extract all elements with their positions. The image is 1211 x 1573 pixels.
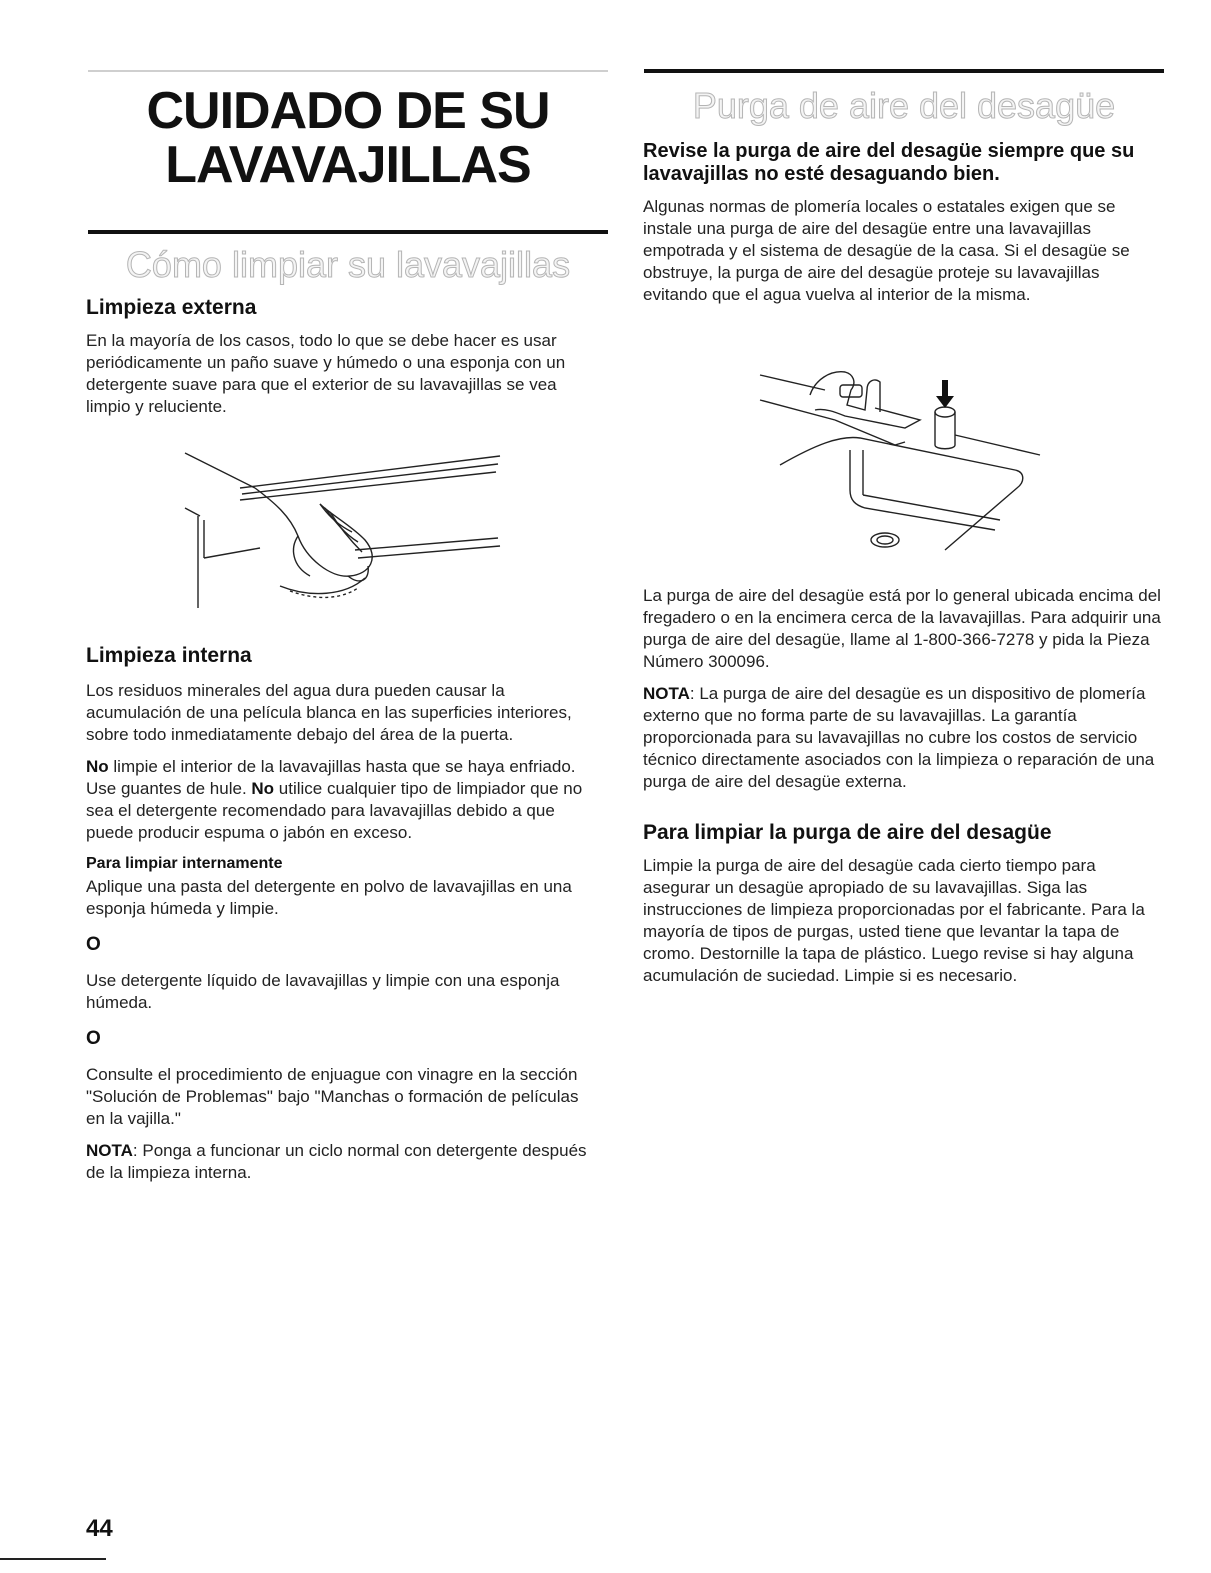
air-gap-details [643,585,1163,987]
section-rule-left [88,230,608,234]
air-gap-section [643,140,1163,306]
exterior-body: En la mayoría de los casos, todo lo que se debe hacer es usar periódicamente un paño suave y húmedo o una esponja con un detergente suave para que el exterior de su lavavajillas se vea limpio y reluciente. [86,331,566,416]
page-title [88,84,608,192]
clean-air-gap-body: Limpie la purga de aire del desagüe cada cierto tiempo para asegurar un desagüe apropiado de su lavavajillas. Siga las instrucciones de limpieza proporcionadas por el fabricante. Para la mayoría de tipos de purgas, usted tiene que levantar la tapa de cromo. Destornille la tapa de plástico. Luego revise si hay alguna acumulación de suciedad. Limpie si es necesario. [643,856,1145,985]
wiping-hand-illustration [180,448,510,613]
or-separator-1: O [86,934,101,955]
page-title-line1: CUIDADO DE SU [146,82,550,140]
footer-rule [0,1558,106,1560]
page-number: 44 [86,1515,113,1542]
exterior-section [86,296,601,418]
section-title-cleaning: Cómo limpiar su lavavajillas [125,244,571,285]
no-emphasis-2: No [251,779,275,798]
interior-body-1: Los residuos minerales del agua dura pueden causar la acumulación de una película blanca en las superficies interiores, sobre todo inmediatamente debajo del área de la puerta. [86,681,572,744]
air-gap-body-1: Algunas normas de plomería locales o estatales exigen que se instale una purga de aire del desagüe entre una lavavajillas empotrada y el sistema de desagüe de la casa. Si el desagüe se obstruye, la purga de aire del desagüe proteje su lavavajillas evitando que el agua vuelva al interior de la misma. [643,197,1130,304]
note-label-right: NOTA [643,684,690,703]
interior-body-2 [86,756,601,844]
interior-body-4: Use detergente líquido de lavavajillas y limpie con una esponja húmeda. [86,971,560,1012]
air-gap-body-2: La purga de aire del desagüe está por lo general ubicada encima del fregadero o en la encimera cerca de la lavavajillas. Para adquirir una purga de aire del desagüe, llame al 1-800-366-7278 y pida la Pieza Número 300096. [643,586,1161,671]
interior-heading: Limpieza interna [86,644,252,667]
top-rule-right [644,69,1164,73]
section-title-air-gap: Purga de aire del desagüe [692,85,1116,126]
note-label-left: NOTA [86,1141,133,1160]
clean-air-gap-heading: Para limpiar la purga de aire del desagüe [643,821,1052,844]
exterior-heading: Limpieza externa [86,296,257,319]
interior-body-2b: utilice cualquier tipo de limpiador que no sea el detergente recomendado para lavavajillas debido a que puede producir espuma o jabón en exceso. [86,779,583,842]
note-body-left: : Ponga a funcionar un ciclo normal con detergente después de la limpieza interna. [86,1141,587,1182]
interior-body-2a: limpie el interior de la lavavajillas hasta que se haya enfriado. Use guantes de hule. [86,757,576,798]
no-emphasis-1: No [86,757,109,776]
or-separator-2: O [86,1028,101,1049]
interior-note [86,1140,601,1184]
air-gap-sink-illustration [755,350,1055,570]
top-rule-left [88,70,608,72]
note-body-right: : La purga de aire del desagüe es un dispositivo de plomería externo que no forma parte de su lavavajillas. La garantía proporcionada para su lavavajillas no cubre los costos de servicio técnico directamente asociados con la limpieza o reparación de una purga de aire del desagüe externa. [643,684,1155,791]
interior-body-3: Aplique una pasta del detergente en polvo de lavavajillas en una esponja húmeda y limpie. [86,877,572,918]
air-gap-lead: Revise la purga de aire del desagüe siempre que su lavavajillas no esté desaguando bien. [643,140,1135,185]
interior-subheading: Para limpiar internamente [86,855,283,872]
air-gap-note [643,683,1163,793]
page-title-line2: LAVAVAJILLAS [165,136,531,194]
interior-body-5: Consulte el procedimiento de enjuague con vinagre en la sección "Solución de Problemas" bajo "Manchas o formación de películas en la vajilla." [86,1065,579,1128]
interior-section [86,644,601,1184]
